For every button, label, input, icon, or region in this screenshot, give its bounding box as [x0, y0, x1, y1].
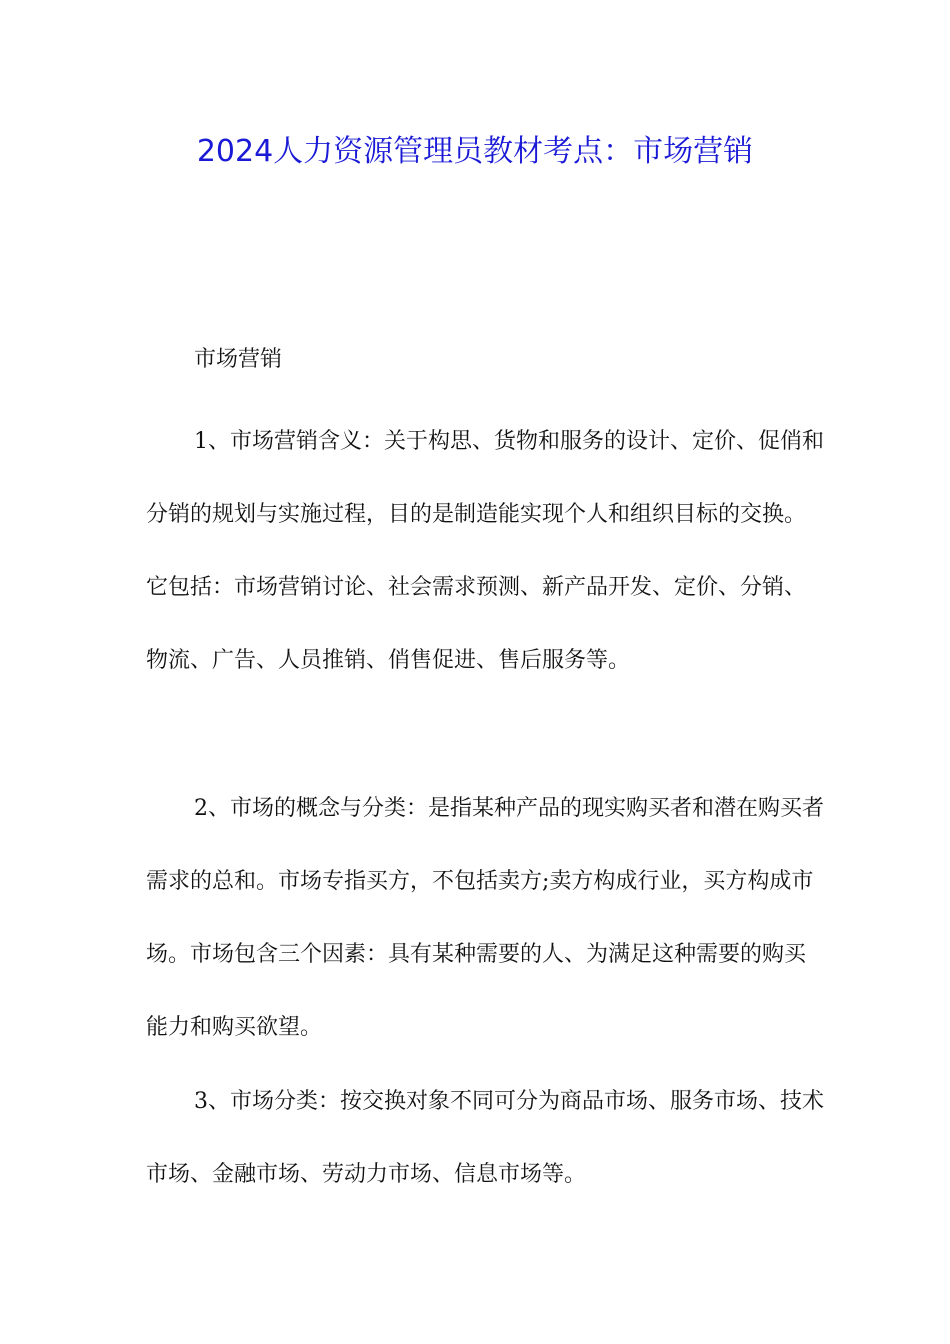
paragraph-market-concept: 2、市场的概念与分类：是指某种产品的现实购买者和潜在购买者需求的总和。市场专指买方，不包括卖方;卖方构成行业，买方构成市场。市场包含三个因素：具有某种需要的人、为满足这种需要的购买能力和购买欲望。 [146, 796, 824, 1040]
page-title: 2024人力资源管理员教材考点：市场营销 [196, 134, 754, 169]
paragraph-market-classification: 3、市场分类：按交换对象不同可分为商品市场、服务市场、技术市场、金融市场、劳动力市场、信息市场等。 [146, 1089, 824, 1187]
paragraph-marketing-definition: 1、市场营销含义：关于构思、货物和服务的设计、定价、促俏和分销的规划与实施过程，目的是制造能实现个人和组织目标的交换。它包括：市场营销讨论、社会需求预测、新产品开发、定价、分销、物流、广告、人员推销、俏售促进、售后服务等。 [146, 429, 824, 673]
section-heading: 市场营销 [194, 347, 283, 372]
